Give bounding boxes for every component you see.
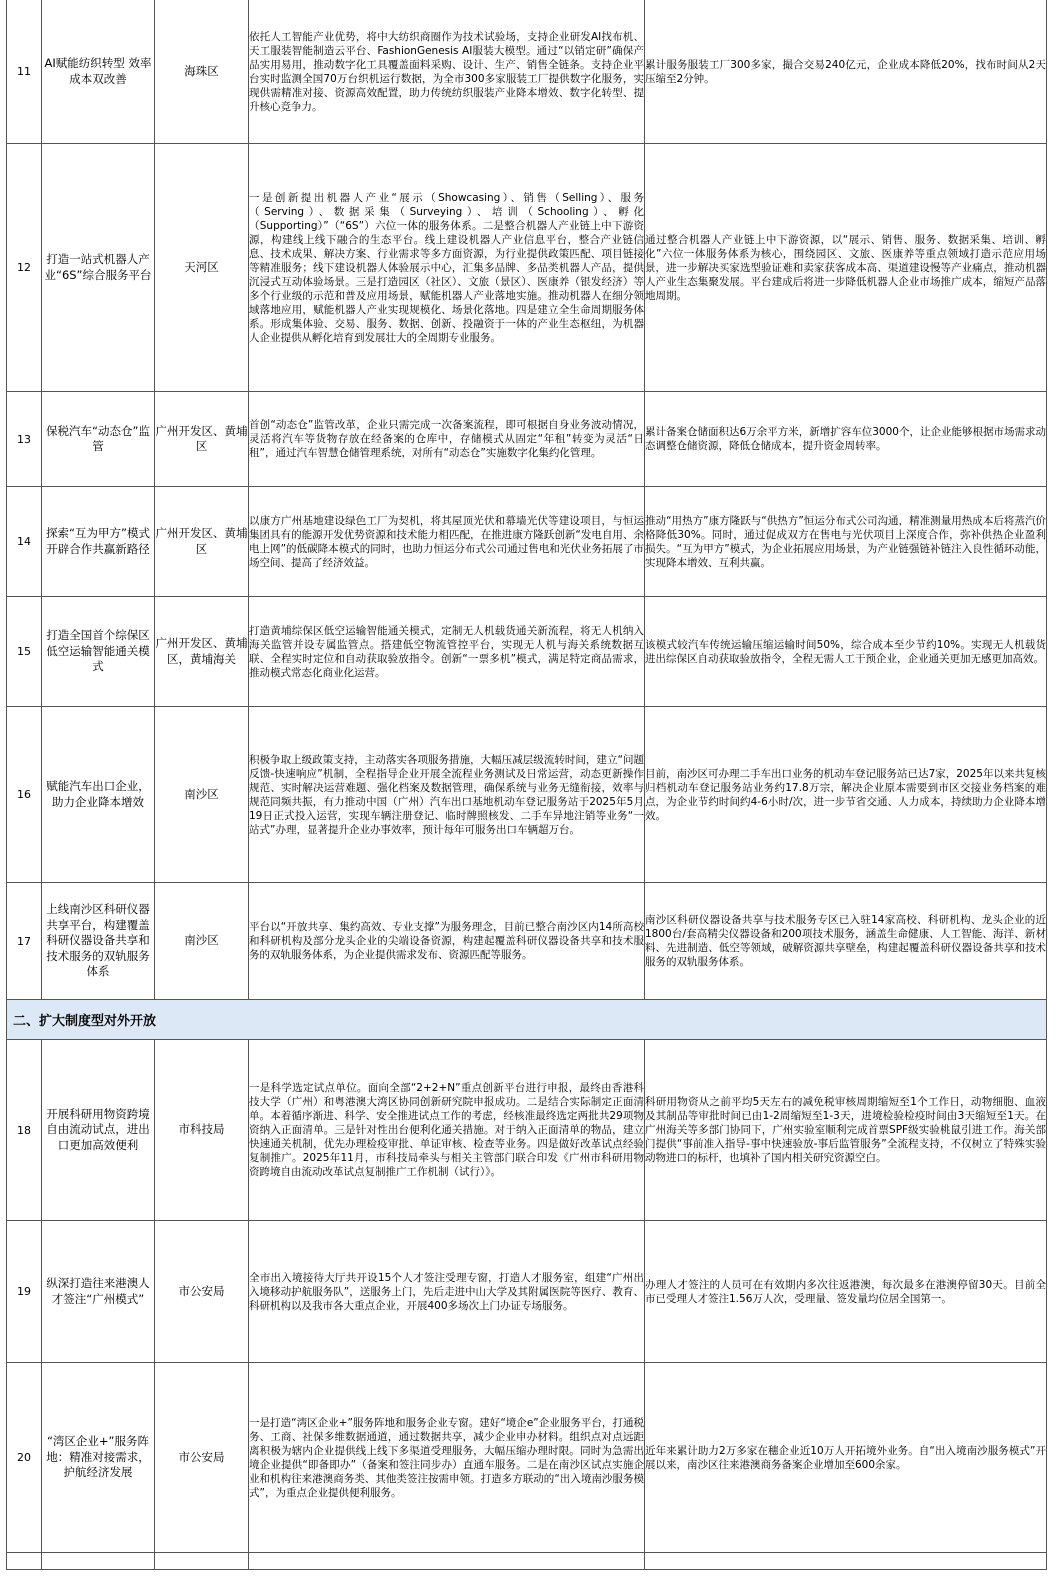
row-number: 17 [7, 883, 42, 1000]
row-number: 12 [7, 144, 42, 392]
row-number: 11 [7, 0, 42, 144]
table-row [7, 883, 1047, 1000]
item-description: 一是创新提出机器人产业“展示（Showcasing）、销售（Selling）、服务（Serving）、数据采集（Surveying）、培训（Schooling）、孵化（Supporting）”（“6S”）六位一体的服务体系。二是整合机器人产业链上中下游资源，构建线上线下融合的生态平台。线上建设机器人产业信息平台，整合产业链信息、技术成果、解决方案、行业需求等多方面资源，为行业提供政策匹配、项目链接等精准服务；线下建设机器人体验展示中心，汇集多品牌、多品类机器人产品，提供沉浸式互动体验场景。三是打造园区（社区）、文旅（景区）、医康养（银发经济）等多个行业级的示范和普及应用场景，赋能机器人产业落地实施。推动机器人在细分领域落地应用，赋能机器人产业实现规模化、场景化落地。四是建立全生命周期服务体系。形成集体验、交易、服务、数据、创新、投融资于一体的产业生态枢纽，为机器人企业提供从孵化培育到发展壮大的全周期专业服务。 [249, 144, 645, 392]
item-effect: 累计服务服装工厂300多家，撮合交易240亿元，企业成本降低20%，找布时间从2天压缩至2分钟。 [645, 0, 1047, 144]
item-name: 保税汽车“动态仓”监管 [42, 392, 155, 487]
item-description: 积极争取上级政策支持，主动落实各项服务措施，大幅压减层级流转时间，建立“问题反馈-快速响应”机制，全程指导企业开展全流程业务测试及日常运营，动态更新操作规范、实时解决运营难题、强化档案及数据管理，确保系统与业务无缝衔接，效率与规范同频共振，有力推动中国（广州）汽车出口基地机动车登记服务站于2025年5月19日正式投入运营，实现车辆注册登记、临时牌照核发、二手车异地注销等业务“一站式”办理，显著提升企业办事效率，预计每年可服务出口车辆超万台。 [249, 707, 645, 883]
responsible-unit: 市科技局 [155, 1040, 249, 1221]
item-effect: 近年来累计助力2万多家在穗企业近10万人开拓境外业务。自“出入境南沙服务模式”开展以来，南沙区往来港澳商务备案企业增加至600余家。 [645, 1363, 1047, 1553]
table-row [7, 144, 1047, 392]
item-effect: 南沙区科研仪器设备共享与技术服务专区已入驻14家高校、科研机构、龙头企业的近1800台/套高精尖仪器设备和200项技术服务，涵盖生命健康、人工智能、海洋、新材料、先进制造、低空等领域，破解资源共享壁垒，构建起覆盖科研仪器设备共享和技术服务的双轨服务体系。 [645, 883, 1047, 1000]
row-number: 15 [7, 597, 42, 707]
empty-cell [249, 1553, 645, 1570]
item-description: 一是打造“湾区企业+”服务阵地和服务企业专窗。建好“境企e”企业服务平台，打通税务、工商、社保多维数据通道，通过数据共享，减少企业申办材料。组织点对点远距离积极为辖内企业提供线上线下多渠道受理服务，大幅压缩办理时限。同时为急需出境企业提供“即备即办”（备案和签注同步办）直通车服务。二是在南沙区试点实施企业和机构往来港澳商务类、其他类签注按需申领。打造多方联动的“出入境南沙服务模式”，为重点企业提供便利服务。 [249, 1363, 645, 1553]
responsible-unit: 市公安局 [155, 1363, 249, 1553]
item-name: 探索“互为甲方”模式 开辟合作共赢新路径 [42, 487, 155, 597]
empty-cell [645, 1553, 1047, 1570]
empty-cell [42, 1553, 155, 1570]
table-row-partial [7, 1553, 1047, 1570]
table-row [7, 1363, 1047, 1553]
empty-cell [7, 1553, 42, 1570]
table-row [7, 1221, 1047, 1363]
table-row [7, 707, 1047, 883]
item-name: 开展科研用物资跨境自由流动试点，进出口更加高效便利 [42, 1040, 155, 1221]
responsible-unit: 广州开发区、黄埔区，黄埔海关 [155, 597, 249, 707]
responsible-unit: 广州开发区、黄埔区 [155, 487, 249, 597]
item-description: 平台以“开放共享、集约高效、专业支撑”为服务理念，目前已整合南沙区内14所高校和科研机构及部分龙头企业的尖端设备资源，构建起覆盖科研仪器设备共享和技术服务的双轨服务体系，为企业提供需求发布、资源匹配等服务。 [249, 883, 645, 1000]
section-header-row [7, 1000, 1047, 1040]
row-number: 14 [7, 487, 42, 597]
item-effect: 目前，南沙区可办理二手车出口业务的机动车登记服务站已达7家，2025年以来共复核归档机动车登记服务站业务约17.8万宗，解决企业原本需要到市区交接业务档案的难点，为企业节约时间约4-6小时/次，进一步节省交通、人力成本，持续助力企业降本增效。 [645, 707, 1047, 883]
item-effect: 科研用物资从之前平均5天左右的减免税审核周期缩短至1个工作日，动物细胞、血液及其制品等审批时间已由1-2周缩短至1-3天，进境检验检疫时间由3天缩短至1天。在广州海关等多部门协同下，广州实验室顺利完成首票SPF级实验桃鼠引进工作。海关部门提供“事前准入指导-事中快速验放-事后监管服务”全流程支持，不仅树立了特殊实验动物进口的标杆，也填补了国内相关研究资源空白。 [645, 1040, 1047, 1221]
item-name: 纵深打造往来港澳人才签注“广州模式” [42, 1221, 155, 1363]
responsible-unit: 广州开发区、黄埔区 [155, 392, 249, 487]
item-effect: 累计备案仓储面积达6万余平方米，新增扩容车位3000个，让企业能够根据市场需求动态调整仓储资源，降低仓储成本，提升资金周转率。 [645, 392, 1047, 487]
item-name: AI赋能纺织转型 效率成本双改善 [42, 0, 155, 144]
responsible-unit: 海珠区 [155, 0, 249, 144]
responsible-unit: 天河区 [155, 144, 249, 392]
item-description: 全市出入境接待大厅共开设15个人才签注受理专窗，打造人才服务室，组建“广州出入境移动护航服务队”，送服务上门，先后走进中山大学及其附属医院等医疗、教育、科研机构以及我市各大重点企业，开展400多场次上门办证专场服务。 [249, 1221, 645, 1363]
item-effect: 通过整合机器人产业链上中下游资源，以“展示、销售、服务、数据采集、培训、孵化”六位一体服务体系为核心，围绕园区、文旅、医康养等重点领域打造示范应用场景，进一步解决买家选型验证难和卖家获客成本高、渠道建设慢等产业痛点，推动机器人产业生态集聚发展。平台建成后将进一步降低机器人企业市场推广成本，缩短产品落地周期。 [645, 144, 1047, 392]
table-row [7, 597, 1047, 707]
item-description: 一是科学选定试点单位。面向全部“2+2+N”重点创新平台进行申报，最终由香港科技大学（广州）和粤港澳大湾区协同创新研究院申报成功。二是结合实际制定正面清单。本着循序渐进、科学、安全推进试点工作的考虑，经核准最终选定两批共29项物资纳入正面清单。三是针对性出台便利化通关措施。对于纳入正面清单的物品，建立快速通关机制，优先办理检疫审批、单证审核、检查等业务。四是做好改革试点经验复制推广。2025年11月，市科技局牵头与相关主管部门联合印发《广州市科研用物资跨境自由流动改革试点复制推广工作机制（试行）》。 [249, 1040, 645, 1221]
item-effect: 办理人才签注的人员可在有效期内多次往返港澳，每次最多在港澳停留30天。目前全市已受理人才签注1.56万人次，受理量、签发量均位居全国第一。 [645, 1221, 1047, 1363]
item-name: 上线南沙区科研仪器共享平台，构建覆盖科研仪器设备共享和技术服务的双轨服务体系 [42, 883, 155, 1000]
responsible-unit: 南沙区 [155, 707, 249, 883]
item-name: 赋能汽车出口企业，助力企业降本增效 [42, 707, 155, 883]
item-description: 打造黄埔综保区低空运输智能通关模式，定制无人机载货通关新流程，将无人机纳入海关监管并设专属监管点。搭建低空物流管控平台，实现无人机与海关系统数据互联、全程实时定位和自动获取验放指令。创新“一票多机”模式，满足特定商品需求，推动模式常态化商业化运营。 [249, 597, 645, 707]
item-description: 首创“动态仓”监管改革，企业只需完成一次备案流程，即可根据自身业务波动情况，灵活将汽车等货物存放在经备案的仓库中，存储模式从固定“年租”转变为灵活“日租”，通过汽车智慧仓储管理系统，对所有“动态仓”实施数字化集约化管理。 [249, 392, 645, 487]
row-number: 18 [7, 1040, 42, 1221]
table-row [7, 487, 1047, 597]
table-row [7, 392, 1047, 487]
table-row [7, 0, 1047, 144]
section-title: 二、扩大制度型对外开放 [7, 1000, 1047, 1040]
item-description: 依托人工智能产业优势，将中大纺织商圈作为技术试验场，支持企业研发AI找布机、天工服装智能制造云平台、FashionGenesis AI服装大模型。通过“以销定研”确保产品实用易用，推动数字化工具覆盖面料采购、设计、生产、销售全链条。支持企业平台实时监测全国70万台织机运行数据，为全市300多家服装工厂提供数字化服务，实现供需精准对接、资源高效配置，助力传统纺织服装产业降本增效、数字化转型、提升核心竞争力。 [249, 0, 645, 144]
responsible-unit: 市公安局 [155, 1221, 249, 1363]
item-effect: 推动“用热方”康方隆跃与“供热方”恒运分布式公司沟通，精准测量用热成本后将蒸汽价格降低30%。同时，通过促成双方在售电与光伏项目上深度合作，弥补供热企业盈利损失。“互为甲方”模式，为企业拓展应用场景，为产业链强链补链注入良性循环动能，实现降本增效、互利共赢。 [645, 487, 1047, 597]
row-number: 16 [7, 707, 42, 883]
item-name: 打造全国首个综保区低空运输智能通关模式 [42, 597, 155, 707]
table-row [7, 1040, 1047, 1221]
item-effect: 该模式较汽车传统运输压缩运输时间50%，综合成本至少节约10%。实现无人机载货进出综保区自动获取验放指令，全程无需人工干预企业，企业通关更加无感更加高效。 [645, 597, 1047, 707]
item-description: 以康方广州基地建设绿色工厂为契机，将其屋顶光伏和幕墙光伏等建设项目，与恒运集团具有的能源开发优势资源和技术能力相匹配，在推进康方隆跃创新“发电自用、余电上网”的低碳降本模式的同时，也助力恒运分布式公司通过售电和光伏业务拓展了市场空间、提高了经济效益。 [249, 487, 645, 597]
document-table [6, 0, 1047, 1570]
item-name: “湾区企业+”服务阵地：精准对接需求，护航经济发展 [42, 1363, 155, 1553]
responsible-unit: 南沙区 [155, 883, 249, 1000]
row-number: 20 [7, 1363, 42, 1553]
empty-cell [155, 1553, 249, 1570]
row-number: 13 [7, 392, 42, 487]
item-name: 打造一站式机器人产业“6S”综合服务平台 [42, 144, 155, 392]
row-number: 19 [7, 1221, 42, 1363]
